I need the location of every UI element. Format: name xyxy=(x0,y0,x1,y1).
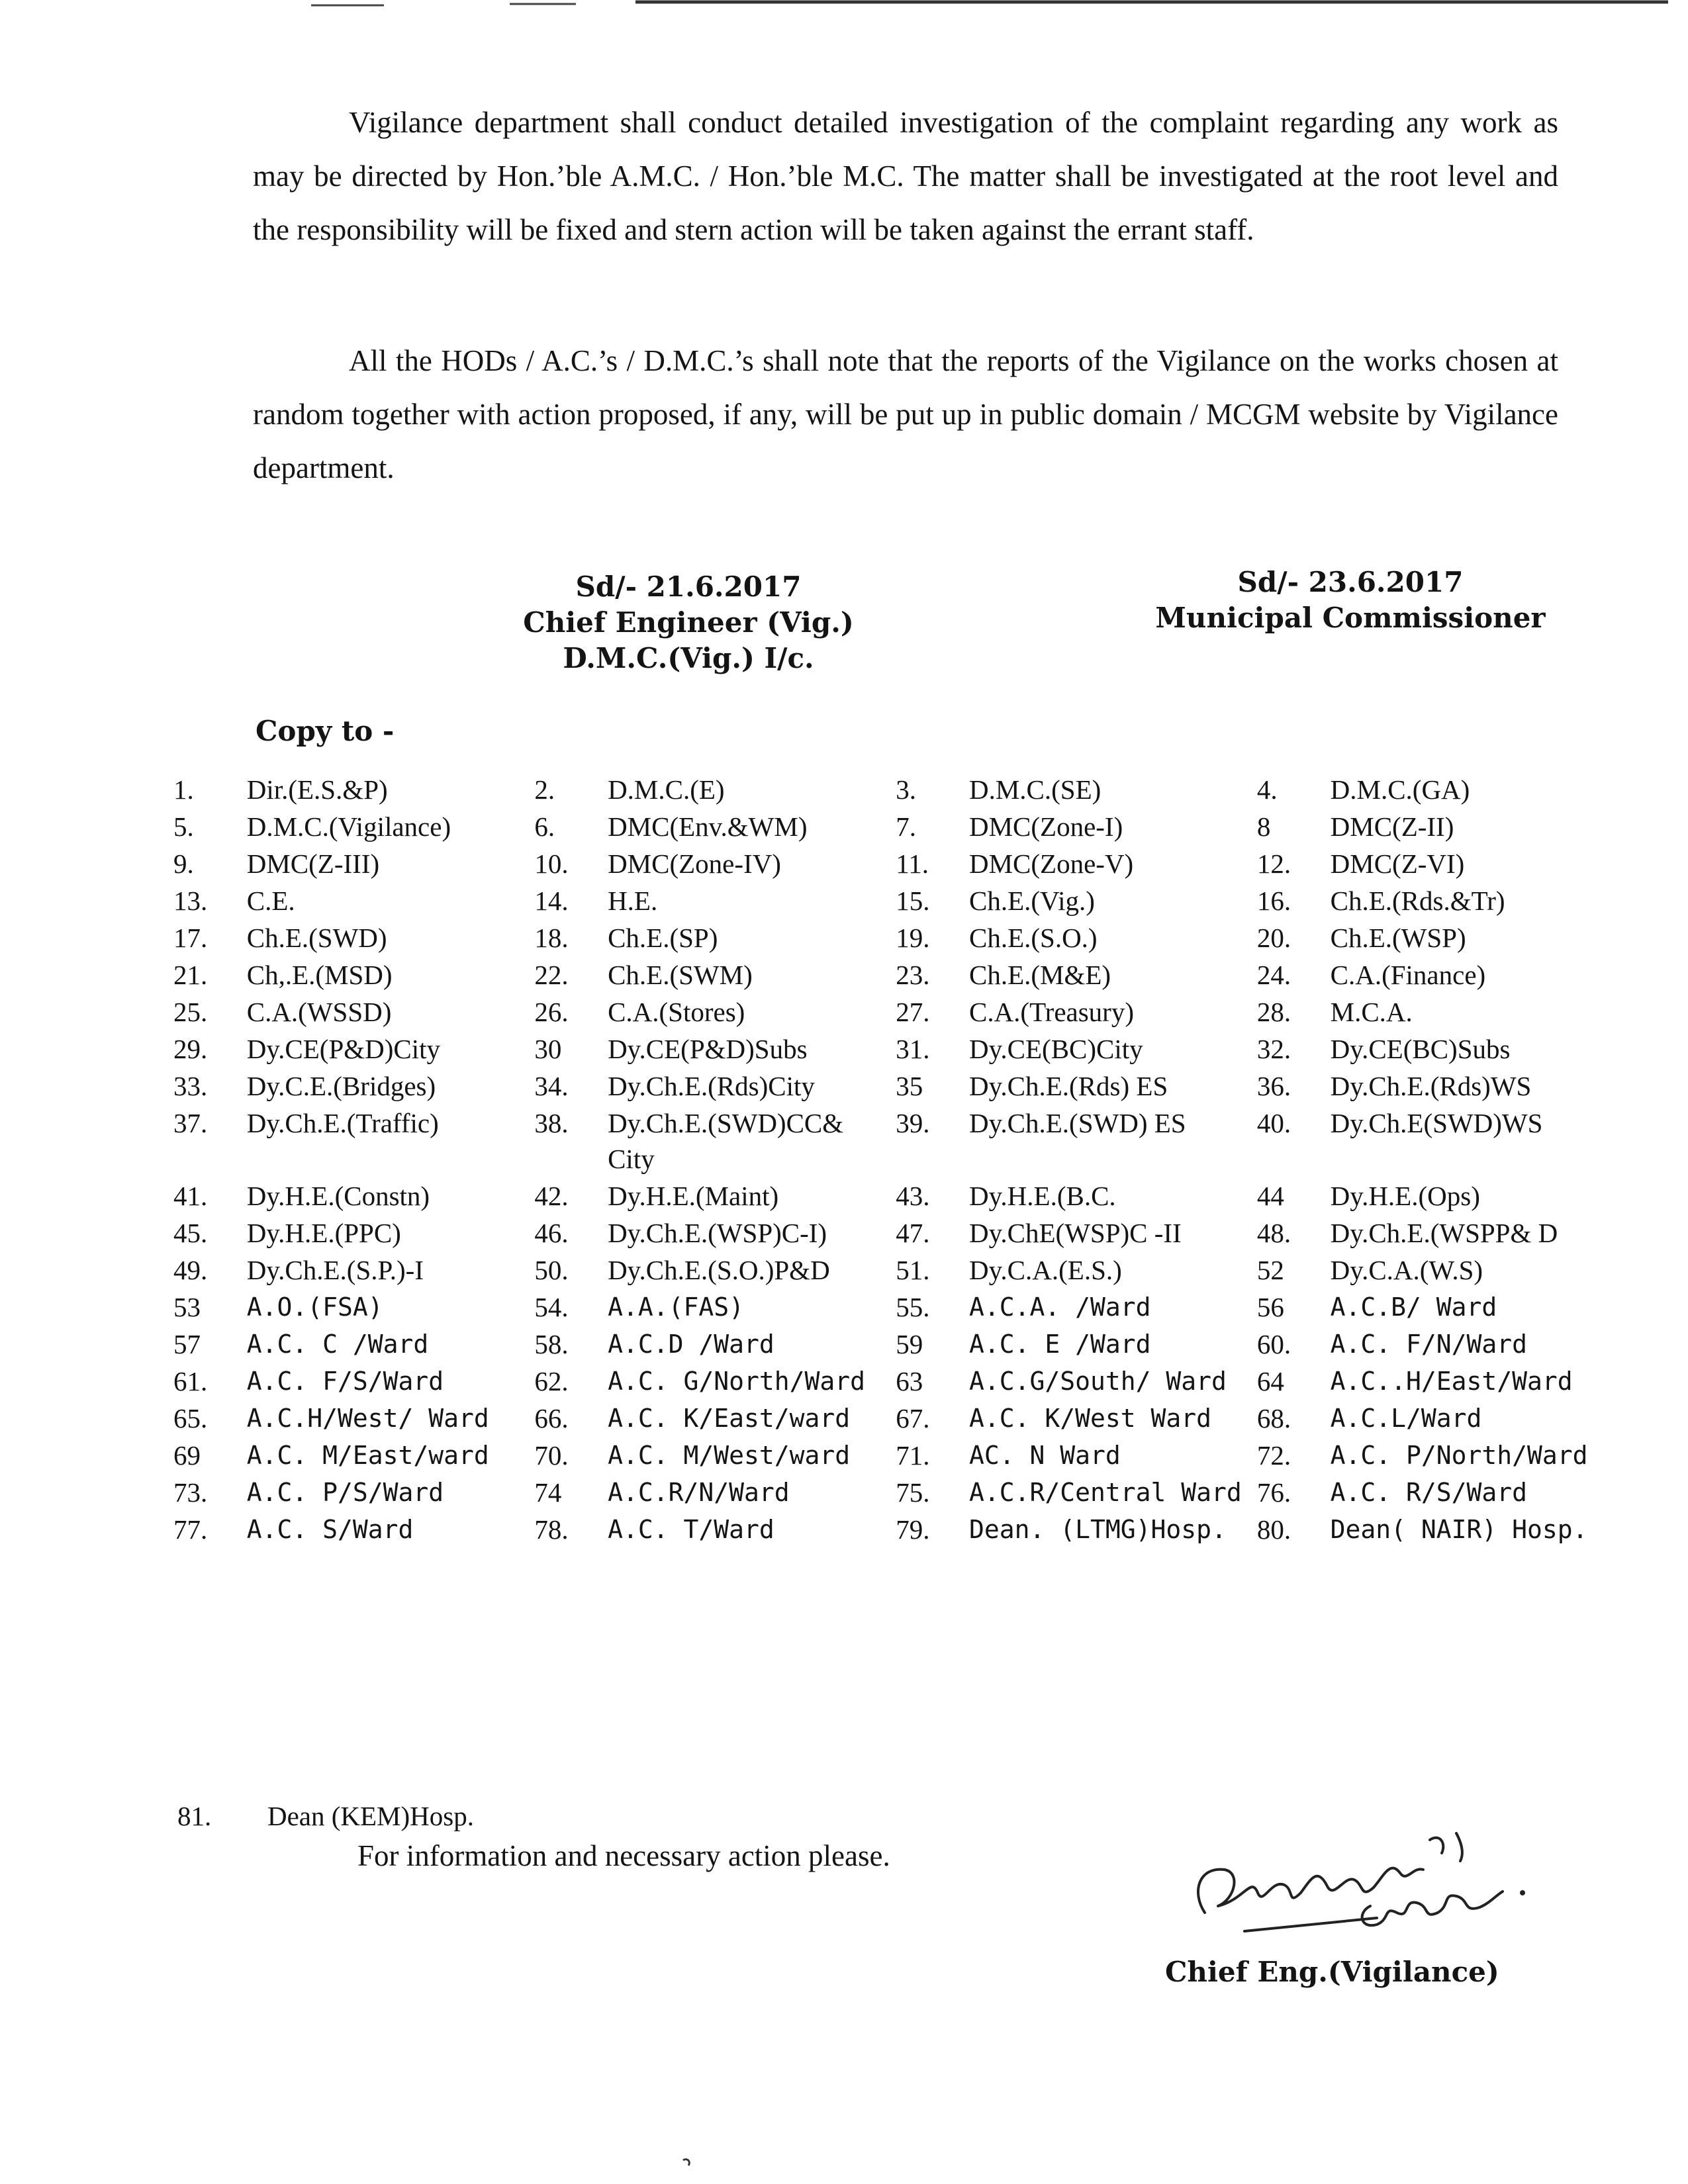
copy-to-item-label: Dir.(E.S.&P) xyxy=(246,774,388,805)
copy-to-item-number: 41. xyxy=(173,1181,208,1211)
copy-to-item-label: A.C. G/North/Ward xyxy=(608,1367,866,1396)
signatory-subtitle: D.M.C.(Vig.) I/c. xyxy=(563,642,814,674)
copy-to-item-label: A.C. R/S/Ward xyxy=(1330,1478,1528,1507)
copy-to-item-number: 12. xyxy=(1256,848,1291,879)
copy-to-item-number: 22. xyxy=(534,960,569,990)
copy-to-item-label: M.C.A. xyxy=(1330,997,1413,1027)
copy-to-item-label: Dy.Ch.E.(WSP)C-I) xyxy=(608,1218,827,1248)
copy-to-item-number: 81. xyxy=(177,1801,212,1831)
copy-to-item-label: Dy.ChE(WSP)C -II xyxy=(968,1218,1182,1248)
closing-line: For information and necessary action please. xyxy=(357,1839,890,1872)
copy-to-row xyxy=(173,1475,1617,1512)
copy-to-item-number: 64 xyxy=(1256,1366,1284,1396)
copy-to-item-label: DMC(Zone-IV) xyxy=(608,848,781,879)
copy-to-item-label: A.C. P/S/Ward xyxy=(246,1478,444,1507)
copy-to-item-number: 62. xyxy=(534,1366,569,1396)
copy-to-row xyxy=(173,809,1617,846)
copy-to-row xyxy=(173,1252,1617,1289)
copy-to-item-label: Ch.E.(SWM) xyxy=(608,960,753,990)
signatory-date: Sd/- 21.6.2017 xyxy=(575,570,802,603)
copy-to-row xyxy=(173,1512,1617,1549)
copy-to-item-number: 29. xyxy=(173,1034,208,1064)
copy-to-item-number: 37. xyxy=(173,1108,208,1138)
copy-to-item-label: A.C. K/East/ward xyxy=(608,1404,851,1433)
copy-to-item-number: 1. xyxy=(173,774,194,805)
copy-to-item-number: 2. xyxy=(534,774,555,805)
copy-to-item-label: A.C. F/S/Ward xyxy=(246,1367,444,1396)
copy-to-item-label: A.O.(FSA) xyxy=(246,1293,383,1322)
copy-to-item-number: 54. xyxy=(534,1292,569,1322)
copy-to-item-label: A.C.H/West/ Ward xyxy=(246,1404,489,1433)
copy-to-item-label: Dy.H.E.(Ops) xyxy=(1330,1181,1480,1211)
copy-to-item-label: C.A.(WSSD) xyxy=(246,997,392,1027)
copy-to-item-label: Dean (KEM)Hosp. xyxy=(267,1801,474,1831)
signatory-chief-engineer xyxy=(516,569,861,676)
copy-to-item-number: 45. xyxy=(173,1218,208,1248)
copy-to-item-number: 78. xyxy=(534,1514,569,1545)
copy-to-item-number: 39. xyxy=(896,1108,930,1138)
copy-to-item-label: Dy.Ch.E.(Rds)City xyxy=(608,1071,815,1101)
copy-to-item-number: 53 xyxy=(173,1292,201,1322)
copy-to-item-number: 23. xyxy=(896,960,930,990)
copy-to-item-number: 60. xyxy=(1256,1329,1291,1359)
copy-to-row xyxy=(173,1437,1617,1475)
copy-to-item-label: A.C.R/N/Ward xyxy=(608,1478,790,1507)
signatory-municipal-commissioner xyxy=(1139,565,1562,636)
copy-to-item-number: 70. xyxy=(534,1440,569,1471)
copy-to-item-number: 66. xyxy=(534,1403,569,1433)
copy-to-item-label: Dy.H.E.(PPC) xyxy=(246,1218,401,1248)
copy-to-item-number: 25. xyxy=(173,997,208,1027)
copy-to-item-number: 51. xyxy=(896,1255,930,1285)
copy-to-item-label: Dy.Ch.E.(Rds)WS xyxy=(1330,1071,1532,1101)
copy-to-item-label: A.C..H/East/Ward xyxy=(1330,1367,1573,1396)
copy-to-item-number: 42. xyxy=(534,1181,569,1211)
copy-to-row xyxy=(173,1289,1617,1326)
copy-to-heading: Copy to - xyxy=(256,715,395,747)
copy-to-row xyxy=(173,1178,1617,1215)
copy-to-item-number: 75. xyxy=(896,1477,930,1508)
copy-to-item-label: AC. N Ward xyxy=(968,1441,1121,1470)
copy-to-item-number: 67. xyxy=(896,1403,930,1433)
copy-to-item-number: 38. xyxy=(534,1108,569,1138)
copy-to-item-label: Ch.E.(SWD) xyxy=(246,923,387,953)
copy-to-item-number: 56 xyxy=(1256,1292,1284,1322)
copy-to-item-number: 59 xyxy=(896,1329,923,1359)
copy-to-item-label: C.A.(Stores) xyxy=(608,997,745,1027)
signatory-title: Chief Engineer (Vig.) xyxy=(523,606,854,639)
copy-to-item-label: DMC(Z-III) xyxy=(246,848,380,879)
copy-to-item-label: A.C.R/Central Ward xyxy=(968,1478,1242,1507)
copy-to-item-label: Dean. (LTMG)Hosp. xyxy=(968,1515,1227,1544)
copy-to-row xyxy=(173,920,1617,957)
copy-to-table xyxy=(173,772,1617,1549)
copy-to-item-label: A.C. C /Ward xyxy=(246,1330,429,1359)
copy-to-item-label: Dy.CE(BC)Subs xyxy=(1330,1034,1511,1064)
copy-to-item-label: C.E. xyxy=(246,886,295,916)
copy-to-item-label: A.C. E /Ward xyxy=(968,1330,1151,1359)
copy-to-item-number: 4. xyxy=(1256,774,1278,805)
copy-to-item-number: 5. xyxy=(173,811,194,842)
copy-to-row xyxy=(173,772,1617,809)
copy-to-item-number: 49. xyxy=(173,1255,208,1285)
copy-to-item-label: DMC(Zone-I) xyxy=(968,811,1123,842)
copy-to-item-label: Ch.E.(SP) xyxy=(608,923,718,953)
copy-to-item-number: 9. xyxy=(173,848,194,879)
copy-to-row xyxy=(173,883,1617,920)
copy-to-item-label: Dy.Ch.E.(Traffic) xyxy=(246,1108,439,1138)
copy-to-item-number: 15. xyxy=(896,886,930,916)
copy-to-item-label: Ch.E.(M&E) xyxy=(968,960,1111,990)
copy-to-item-number: 43. xyxy=(896,1181,930,1211)
copy-to-item-label: A.C. K/West Ward xyxy=(968,1404,1212,1433)
copy-to-item-number: 16. xyxy=(1256,886,1291,916)
copy-to-item-label: Ch.E.(WSP) xyxy=(1330,923,1466,953)
copy-to-item-number: 72. xyxy=(1256,1440,1291,1471)
copy-to-item-number: 76. xyxy=(1256,1477,1291,1508)
copy-to-item-number: 73. xyxy=(173,1477,208,1508)
copy-to-item-number: 8 xyxy=(1256,811,1271,842)
copy-to-item-number: 58. xyxy=(534,1329,569,1359)
copy-to-item-number: 74 xyxy=(534,1477,562,1508)
signatory-title: Municipal Commissioner xyxy=(1155,602,1546,634)
copy-to-item-number: 11. xyxy=(896,848,929,879)
copy-to-row xyxy=(173,1363,1617,1400)
copy-to-item-number: 47. xyxy=(896,1218,930,1248)
copy-to-item-number: 40. xyxy=(1256,1108,1291,1138)
copy-to-item-label: A.C.A. /Ward xyxy=(968,1293,1151,1322)
copy-to-row xyxy=(173,957,1617,994)
copy-to-item-label: Dy.Ch.E.(SWD)CC& City xyxy=(608,1108,844,1174)
copy-to-row xyxy=(173,1326,1617,1363)
copy-to-item-number: 26. xyxy=(534,997,569,1027)
copy-to-item-number: 17. xyxy=(173,923,208,953)
copy-to-item-number: 6. xyxy=(534,811,555,842)
copy-to-item-number: 46. xyxy=(534,1218,569,1248)
copy-to-item-label: Dy.Ch.E.(SWD) ES xyxy=(968,1108,1186,1138)
copy-to-item-label: A.C.B/ Ward xyxy=(1330,1293,1497,1322)
copy-to-item-number: 61. xyxy=(173,1366,208,1396)
copy-to-item-label: D.M.C.(SE) xyxy=(968,774,1102,805)
copy-to-item-number: 48. xyxy=(1256,1218,1291,1248)
scan-mark xyxy=(682,2158,695,2168)
copy-to-item-label: Dy.H.E.(Constn) xyxy=(246,1181,430,1211)
copy-to-item-label: Dy.Ch.E.(S.O.)P&D xyxy=(608,1255,830,1285)
copy-to-item-label: Dy.C.E.(Bridges) xyxy=(246,1071,436,1101)
copy-to-item-number: 19. xyxy=(896,923,930,953)
copy-to-item-label: DMC(Env.&WM) xyxy=(608,811,808,842)
copy-to-row xyxy=(173,1031,1617,1068)
copy-to-item-number: 14. xyxy=(534,886,569,916)
copy-to-item-number: 79. xyxy=(896,1514,930,1545)
copy-to-item-label: Dy.Ch.E.(S.P.)-I xyxy=(246,1255,424,1285)
copy-to-item-number: 80. xyxy=(1256,1514,1291,1545)
copy-to-item-label: Dy.Ch.E.(WSPP& D xyxy=(1330,1218,1558,1248)
copy-to-item-label: H.E. xyxy=(608,886,658,916)
copy-to-row xyxy=(173,994,1617,1031)
copy-to-item-label: Ch.E.(S.O.) xyxy=(968,923,1098,953)
copy-to-item-label: A.C. P/North/Ward xyxy=(1330,1441,1588,1470)
reports-paragraph: All the HODs / A.C.’s / D.M.C.’s shall note that the reports of the Vigilance on the works chosen at random together with action proposed, if any, will be put up in public domain / MCGM website by Vigilance department. xyxy=(253,344,1558,484)
copy-to-item-number: 57 xyxy=(173,1329,201,1359)
copy-to-item-label: A.C.D /Ward xyxy=(608,1330,774,1359)
copy-to-item-number: 34. xyxy=(534,1071,569,1101)
copy-to-item-number: 68. xyxy=(1256,1403,1291,1433)
copy-to-item-number: 7. xyxy=(896,811,916,842)
signatory-date: Sd/- 23.6.2017 xyxy=(1237,566,1464,598)
copy-to-item-label: Ch,.E.(MSD) xyxy=(246,960,393,990)
copy-to-item-number: 71. xyxy=(896,1440,930,1471)
copy-to-item-label: A.C.L/Ward xyxy=(1330,1404,1482,1433)
copy-to-item-number: 52 xyxy=(1256,1255,1284,1285)
copy-to-item-number: 24. xyxy=(1256,960,1291,990)
copy-to-item-number: 10. xyxy=(534,848,569,879)
copy-to-item-number: 18. xyxy=(534,923,569,953)
copy-to-item-label: Dy.H.E.(Maint) xyxy=(608,1181,779,1211)
copy-to-item-label: A.C. M/East/ward xyxy=(246,1441,489,1470)
copy-to-item-number: 44 xyxy=(1256,1181,1284,1211)
copy-to-item-label: DMC(Zone-V) xyxy=(968,848,1134,879)
copy-to-item-label: A.C. F/N/Ward xyxy=(1330,1330,1528,1359)
copy-to-item-number: 3. xyxy=(896,774,916,805)
copy-to-item-label: A.C. T/Ward xyxy=(608,1515,774,1544)
copy-to-item-label: DMC(Z-II) xyxy=(1330,811,1454,842)
copy-to-item-number: 33. xyxy=(173,1071,208,1101)
copy-to-item-label: Ch.E.(Vig.) xyxy=(968,886,1095,916)
copy-to-item-number: 36. xyxy=(1256,1071,1291,1101)
copy-to-item-number: 32. xyxy=(1256,1034,1291,1064)
copy-to-item-number: 55. xyxy=(896,1292,930,1322)
copy-to-item-number: 35 xyxy=(896,1071,923,1101)
copy-to-row xyxy=(173,846,1617,883)
copy-to-item-label: Dy.Ch.E.(Rds) ES xyxy=(968,1071,1168,1101)
copy-to-item-label: Dy.CE(P&D)City xyxy=(246,1034,441,1064)
copy-to-item-label: A.C.G/South/ Ward xyxy=(968,1367,1227,1396)
copy-to-item-label: Dy.CE(P&D)Subs xyxy=(608,1034,808,1064)
copy-to-item-number: 69 xyxy=(173,1440,201,1471)
copy-to-item-label: Dy.C.A.(W.S) xyxy=(1330,1255,1483,1285)
copy-to-item-number: 21. xyxy=(173,960,208,990)
copy-to-item-label: C.A.(Treasury) xyxy=(968,997,1134,1027)
copy-to-item-number: 28. xyxy=(1256,997,1291,1027)
copy-to-item-label: D.M.C.(Vigilance) xyxy=(246,811,451,842)
copy-to-item-label: Ch.E.(Rds.&Tr) xyxy=(1330,886,1505,916)
handwritten-signature xyxy=(1178,1813,1549,1939)
copy-to-item-number: 77. xyxy=(173,1514,208,1545)
copy-to-item-label: Dy.CE(BC)City xyxy=(968,1034,1143,1064)
copy-to-item-label: A.C. M/West/ward xyxy=(608,1441,851,1470)
copy-to-item-label: Dy.C.A.(E.S.) xyxy=(968,1255,1122,1285)
copy-to-item-label: C.A.(Finance) xyxy=(1330,960,1486,990)
copy-to-item-number: 50. xyxy=(534,1255,569,1285)
copy-to-item-label: DMC(Z-VI) xyxy=(1330,848,1465,879)
copy-to-item-number: 31. xyxy=(896,1034,930,1064)
copy-to-item-label: A.A.(FAS) xyxy=(608,1293,744,1322)
copy-to-item-number: 13. xyxy=(173,886,208,916)
copy-to-item-label: Dean( NAIR) Hosp. xyxy=(1330,1515,1588,1544)
top-border-rule xyxy=(291,0,1668,11)
copy-to-item-label: Dy.Ch.E(SWD)WS xyxy=(1330,1108,1543,1138)
investigation-paragraph: Vigilance department shall conduct detailed investigation of the complaint regarding any work as may be directed by Hon.’ble A.M.C. / Hon.’ble M.C. The matter shall be investigated at the root level and the responsibility will be fixed and stern action will be taken against the errant staff. xyxy=(253,106,1558,246)
copy-to-item-label: Dy.H.E.(B.C. xyxy=(968,1181,1116,1211)
copy-to-item-number: 30 xyxy=(534,1034,562,1064)
final-signatory: Chief Eng.(Vigilance) xyxy=(1165,1956,1499,1988)
copy-to-item-label: D.M.C.(E) xyxy=(608,774,725,805)
copy-to-row xyxy=(173,1215,1617,1252)
copy-to-item-label: A.C. S/Ward xyxy=(246,1515,414,1544)
copy-to-item-number: 20. xyxy=(1256,923,1291,953)
copy-to-row xyxy=(173,1400,1617,1437)
copy-to-item-number: 63 xyxy=(896,1366,923,1396)
copy-to-item-label: D.M.C.(GA) xyxy=(1330,774,1470,805)
copy-to-row xyxy=(173,1068,1617,1105)
copy-to-row xyxy=(173,1105,1617,1178)
copy-to-item-number: 65. xyxy=(173,1403,208,1433)
copy-to-item-number: 27. xyxy=(896,997,930,1027)
